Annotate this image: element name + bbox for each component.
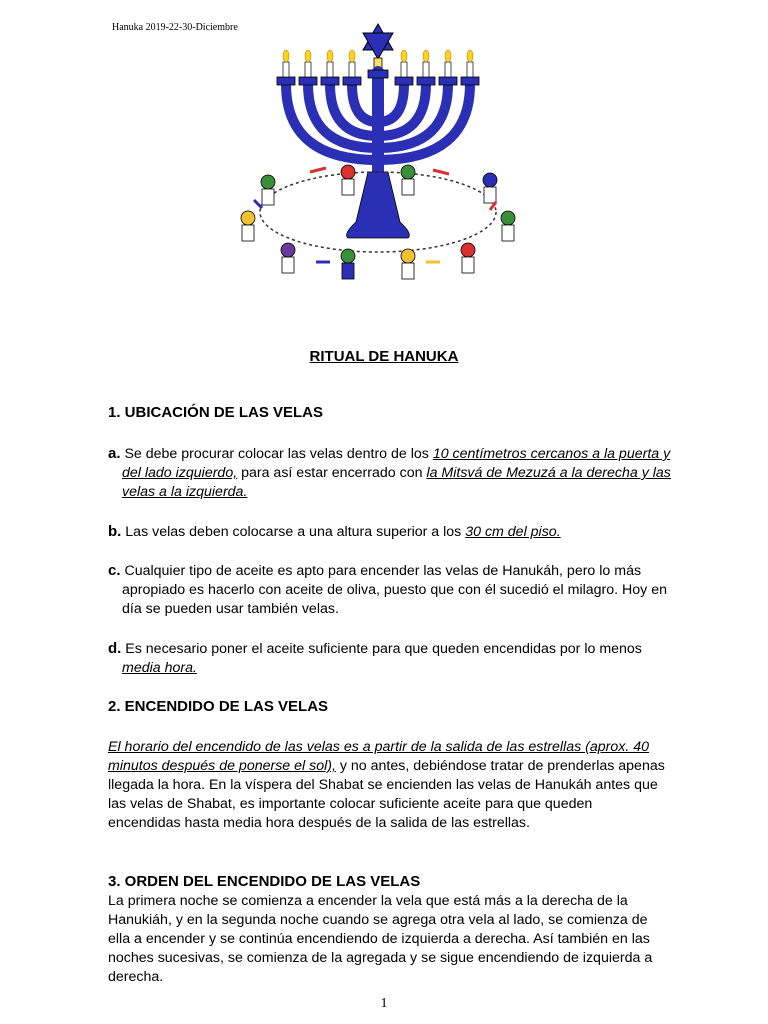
item-b-label: b.: [108, 523, 122, 540]
page-header: Hanuka 2019-22-30-Diciembre: [112, 22, 238, 33]
item-c-label: c.: [108, 562, 121, 579]
section-3-paragraph: La primera noche se comienza a encender la vela que está más a la derecha de la Hanukiáh, y en la segunda noche cuando se agrega otra vela al lado, se comienza de ella a encender y se continúa encendiendo de izquierda a derecha. Así también en las noches sucesivas, se comienza de la agregada y se sigue encendiendo de izquierda a derecha.: [108, 893, 653, 985]
item-a-underline-2: la Mitsvá de Mezuzá a la derecha y las velas a la izquierda.: [122, 465, 671, 500]
item-d: [108, 639, 682, 678]
item-d-underline-1: media hora.: [122, 660, 197, 676]
section-2-text: y no antes, debiéndose tratar de prenderlas apenas llegada la hora. En la víspera del Shabat se encienden las velas de Hanukáh antes que las velas de Shabat, es importante colocar suficiente aceite para que queden encendidas hasta media hora después de la salida de las estrellas.: [108, 758, 665, 831]
item-c: [108, 561, 682, 619]
section-2-paragraph: [108, 738, 668, 833]
item-c-text-1: Cualquier tipo de aceite es apto para encender las velas de Hanukáh, pero lo más apropiado es hacerlo con aceite de oliva, puesto que con él sucedió el milagro. Hoy en día se pueden usar también velas.: [120, 563, 667, 617]
item-a-underline-1: 10 centímetros cercanos a la puerta y del lado izquierdo,: [122, 446, 671, 481]
section-3-heading: 3. ORDEN DEL ENCENDIDO DE LAS VELAS: [108, 873, 421, 890]
item-a-text-2: para así estar encerrado con: [237, 465, 427, 481]
item-b-text-1: Las velas deben colocarse a una altura superior a los: [121, 524, 466, 540]
section-1-heading: 1. UBICACIÓN DE LAS VELAS: [108, 404, 324, 421]
item-a: [108, 444, 682, 502]
item-b-underline-1: 30 cm del piso.: [465, 524, 561, 540]
page-number: 1: [380, 996, 388, 1011]
section-2-underline: El horario del encendido de las velas es a partir de la salida de las estrellas (aprox. 40 minutos después de ponerse el sol),: [108, 739, 650, 774]
item-b: [108, 522, 682, 542]
item-d-label: d.: [108, 640, 122, 657]
item-a-text-1: Se debe procurar colocar las velas dentro de los: [120, 446, 433, 462]
section-2-heading: 2. ENCENDIDO DE LAS VELAS: [108, 698, 329, 715]
menorah-illustration: [228, 22, 528, 284]
item-d-text-1: Es necesario poner el aceite suficiente para que queden encendidas por lo menos: [121, 641, 642, 657]
item-a-label: a.: [108, 445, 121, 462]
document-title: RITUAL DE HANUKA: [309, 348, 459, 365]
